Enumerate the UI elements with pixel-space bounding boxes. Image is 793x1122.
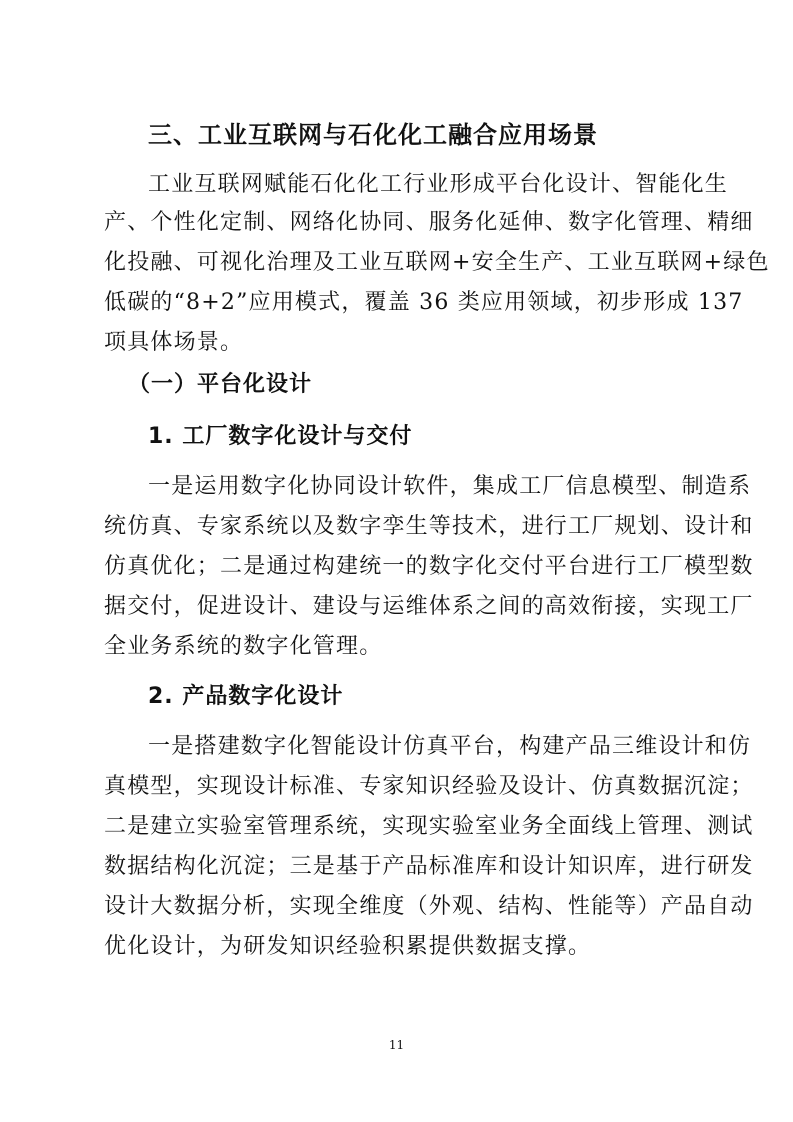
- item2-line-4: 数据结构化沉淀；三是基于产品标准库和设计知识库，进行研发: [104, 854, 754, 879]
- intro-line-3: 化投融、可视化治理及工业互联网+安全生产、工业互联网+绿色: [104, 250, 770, 275]
- section-title: 三、工业互联网与石化化工融合应用场景: [148, 121, 598, 149]
- item2-line-1: 一是搭建数字化智能设计仿真平台，构建产品三维设计和仿: [148, 734, 752, 759]
- subsection-title: （一）平台化设计: [128, 372, 313, 397]
- item2-line-2: 真模型，实现设计标准、专家知识经验及设计、仿真数据沉淀；: [104, 774, 754, 799]
- item1-line-5: 全业务系统的数字化管理。: [104, 634, 383, 659]
- item1-title: 1. 工厂数字化设计与交付: [148, 424, 413, 449]
- intro-line-1: 工业互联网赋能石化化工行业形成平台化设计、智能化生: [148, 172, 729, 197]
- item2-line-5: 设计大数据分析，实现全维度（外观、结构、性能等）产品自动: [104, 894, 754, 919]
- intro-line-4: 低碳的“8+2”应用模式，覆盖 36 类应用领域，初步形成 137: [104, 290, 744, 315]
- intro-line-5: 项具体场景。: [104, 330, 244, 355]
- item1-line-4: 据交付，促进设计、建设与运维体系之间的高效衔接，实现工厂: [104, 594, 754, 619]
- item1-line-3: 仿真优化；二是通过构建统一的数字化交付平台进行工厂模型数: [104, 554, 754, 579]
- item2-title: 2. 产品数字化设计: [148, 684, 344, 709]
- item1-line-2: 统仿真、专家系统以及数字孪生等技术，进行工厂规划、设计和: [104, 514, 754, 539]
- page-number: 11: [388, 1038, 405, 1052]
- item2-line-6: 优化设计，为研发知识经验积累提供数据支撑。: [104, 934, 592, 959]
- intro-line-2: 产、个性化定制、网络化协同、服务化延伸、数字化管理、精细: [104, 210, 754, 235]
- item2-line-3: 二是建立实验室管理系统，实现实验室业务全面线上管理、测试: [104, 814, 754, 839]
- item1-line-1: 一是运用数字化协同设计软件，集成工厂信息模型、制造系: [148, 474, 752, 499]
